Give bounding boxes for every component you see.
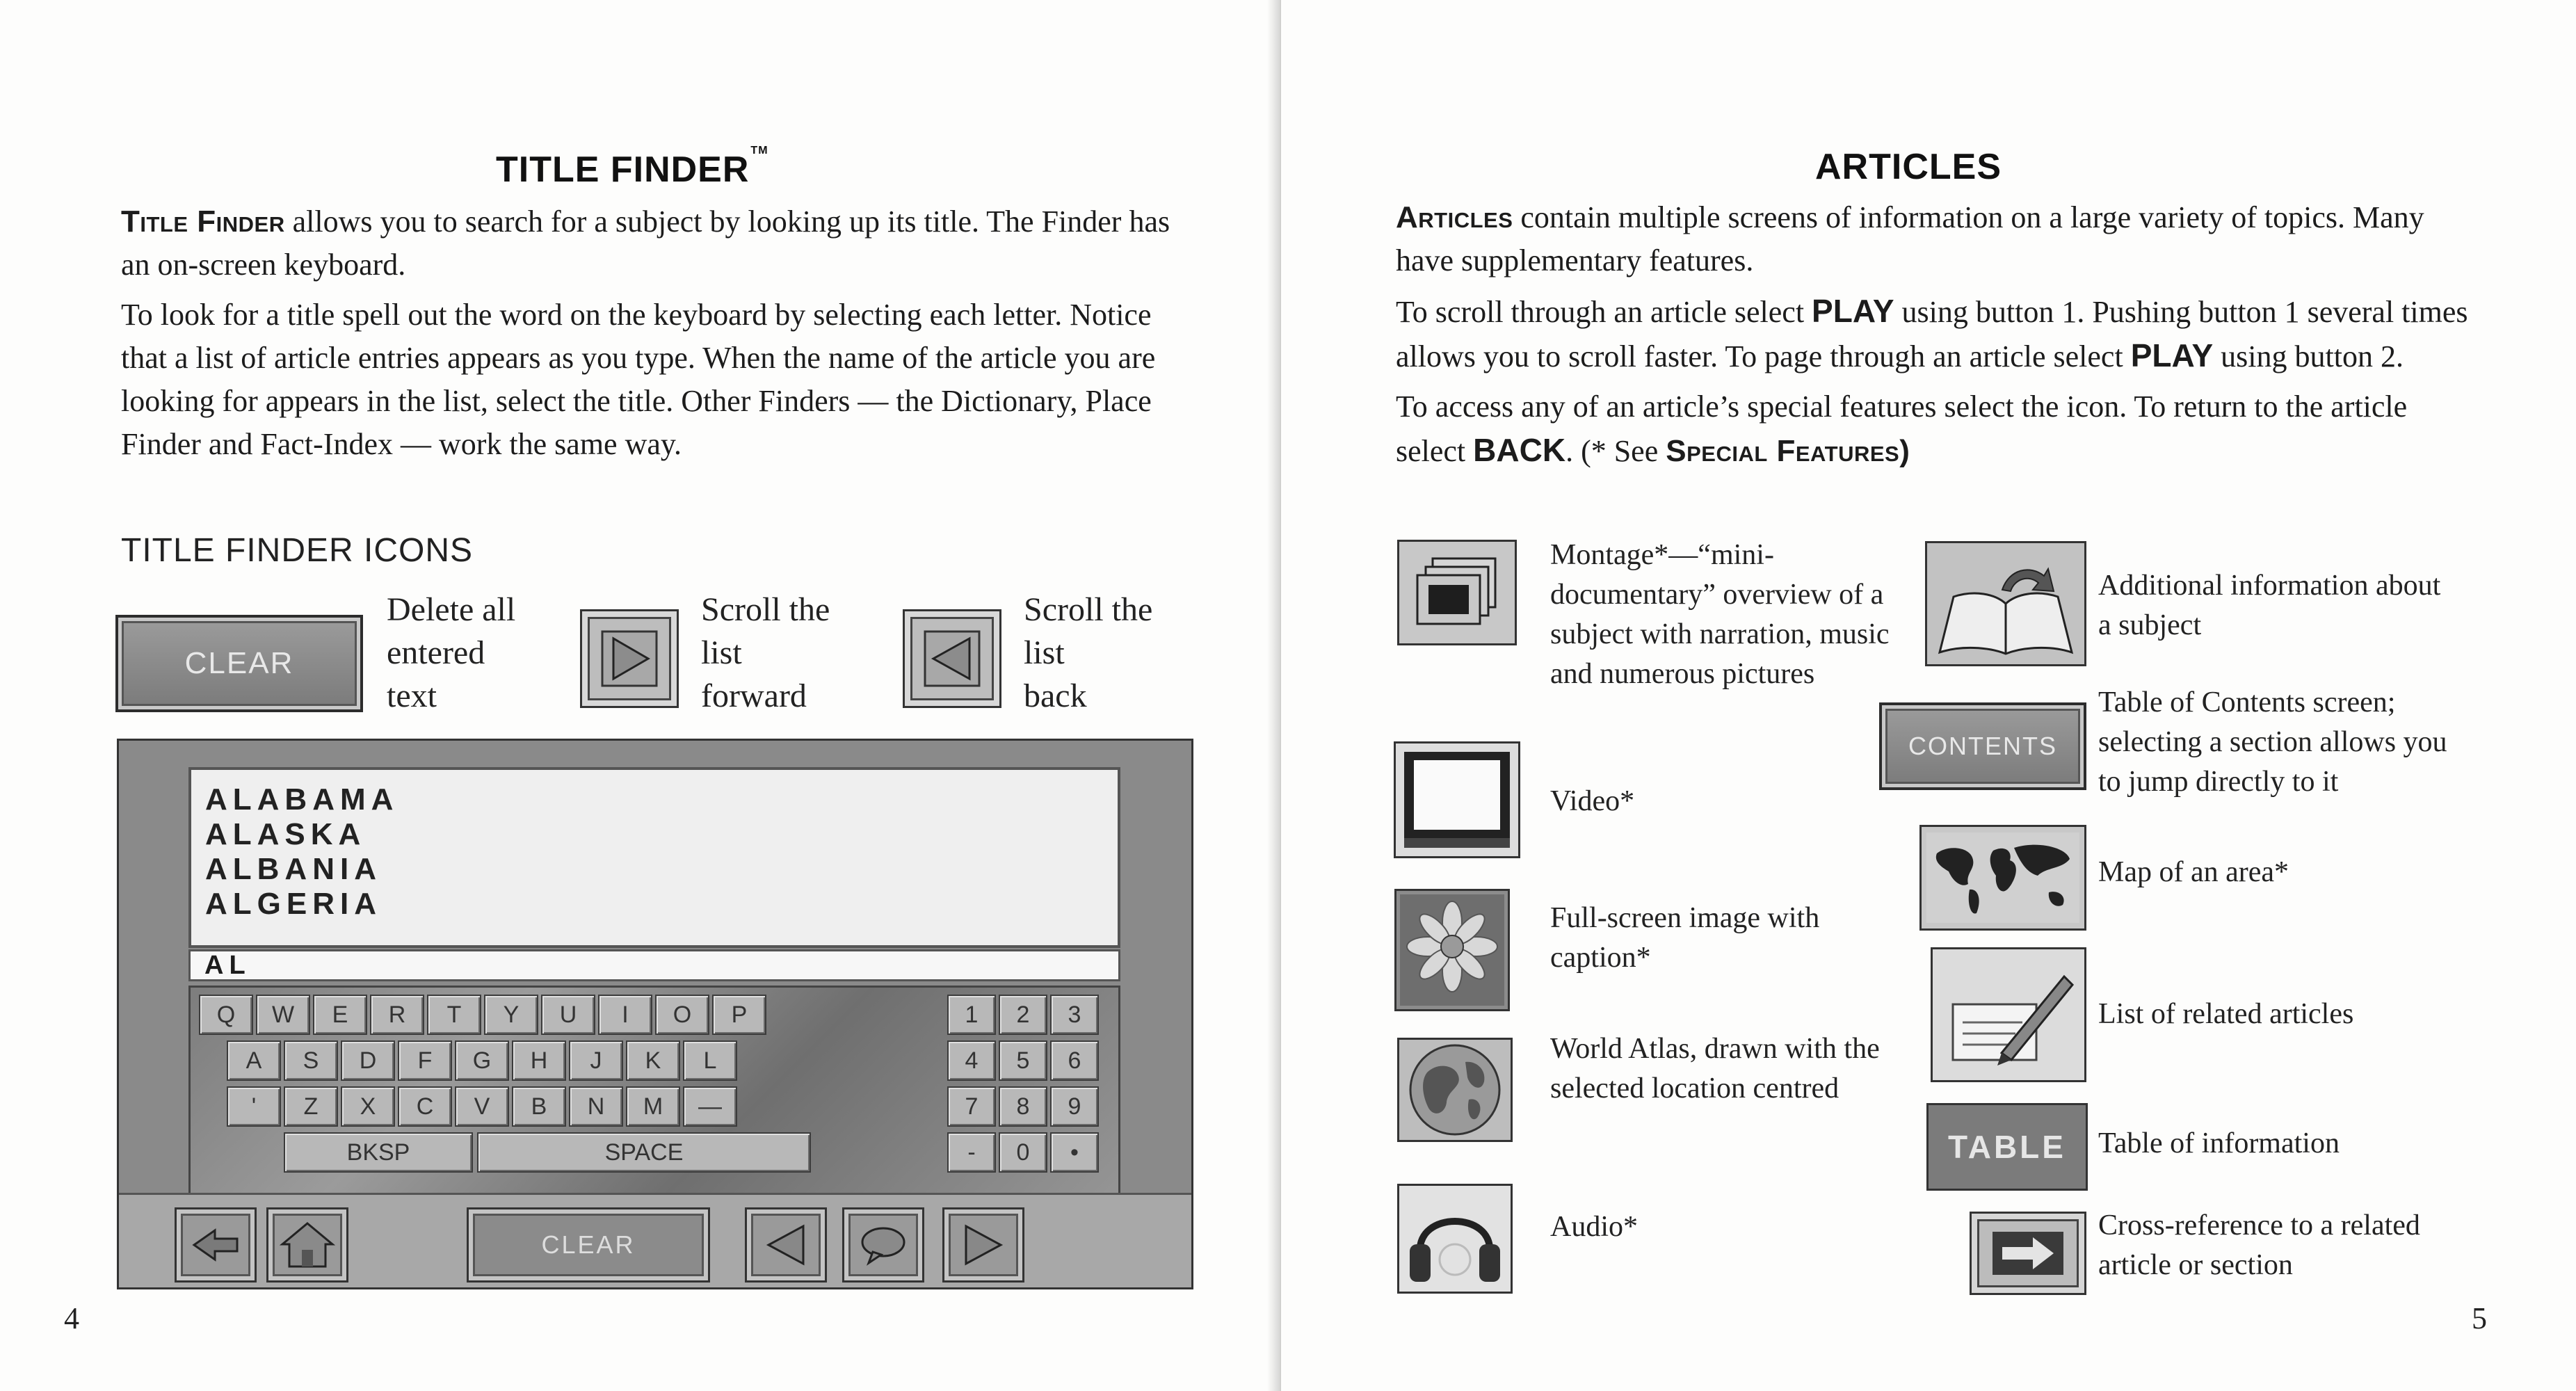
page-number-right: 5 xyxy=(2472,1301,2487,1335)
key-minus[interactable]: - xyxy=(947,1132,996,1173)
clear-description: Delete all entered text xyxy=(387,591,516,714)
scroll-back-icon[interactable] xyxy=(903,609,1001,708)
intro-paragraph-2: To look for a title spell out the word on the keyboard by selecting each letter. Notice that a list of article entries appears as you type. When the name of the article you are looking for appears in the list, select the title. Other Finders — the Dictionary, Place Finder and Fact-Index — work the same way. xyxy=(121,298,1156,461)
icons-subheading: TITLE FINDER ICONS xyxy=(121,532,474,569)
key-u[interactable]: U xyxy=(541,995,595,1035)
atlas-description: World Atlas, drawn with the selected location centred xyxy=(1550,1033,1880,1104)
key-8[interactable]: 8 xyxy=(999,1086,1047,1127)
home-icon[interactable] xyxy=(266,1207,348,1283)
key-x[interactable]: X xyxy=(341,1086,395,1127)
montage-description: Montage*—“mini-documentary” overview of a subject with narration, music and numerous pictures xyxy=(1550,539,1890,690)
left-page xyxy=(0,0,1281,1391)
headphones-icon[interactable] xyxy=(1397,1184,1513,1294)
list-item[interactable]: ALASKA xyxy=(205,817,367,851)
key-y[interactable]: Y xyxy=(484,995,538,1035)
key-d[interactable]: D xyxy=(341,1040,395,1081)
key-m[interactable]: M xyxy=(626,1086,680,1127)
intro-paragraph-1: Title Finder allows you to search for a subject by looking up its title. The Finder has an on-screen keyboard. xyxy=(121,204,1170,282)
finder-nav-bar xyxy=(119,1193,1193,1289)
video-icon[interactable] xyxy=(1394,741,1520,858)
key-6[interactable]: 6 xyxy=(1050,1040,1099,1081)
key-i[interactable]: I xyxy=(598,995,652,1035)
scroll-back-description: Scroll the list back xyxy=(1024,591,1153,714)
key-q[interactable]: Q xyxy=(199,995,253,1035)
lead-term: Title Finder xyxy=(121,204,285,239)
play-keyword: PLAY xyxy=(2130,337,2214,373)
scroll-forward-icon[interactable] xyxy=(580,609,679,708)
clear-button[interactable]: CLEAR xyxy=(115,615,363,712)
list-item[interactable]: ALBANIA xyxy=(205,852,382,886)
map-icon[interactable] xyxy=(1919,825,2086,931)
key-dot[interactable]: • xyxy=(1050,1132,1099,1173)
back-keyword: BACK xyxy=(1473,432,1566,468)
key-n[interactable]: N xyxy=(569,1086,623,1127)
key-apostrophe[interactable]: ' xyxy=(227,1086,281,1127)
key-c[interactable]: C xyxy=(398,1086,452,1127)
globe-icon[interactable] xyxy=(1397,1038,1513,1142)
contents-button[interactable]: CONTENTS xyxy=(1879,702,2086,790)
key-r[interactable]: R xyxy=(370,995,424,1035)
key-l[interactable]: L xyxy=(683,1040,737,1081)
list-item[interactable]: ALGERIA xyxy=(205,887,382,921)
cross-reference-arrow-icon[interactable] xyxy=(1970,1212,2086,1295)
articles-heading: ARTICLES xyxy=(1815,147,2002,187)
key-k[interactable]: K xyxy=(626,1040,680,1081)
key-7[interactable]: 7 xyxy=(947,1086,996,1127)
key-1[interactable]: 1 xyxy=(947,995,996,1035)
title-list xyxy=(188,767,1120,948)
key-0[interactable]: 0 xyxy=(999,1132,1047,1173)
key-space[interactable]: SPACE xyxy=(477,1132,811,1173)
key-3[interactable]: 3 xyxy=(1050,995,1099,1035)
nav-scroll-forward-icon[interactable] xyxy=(942,1207,1024,1283)
image-description: Full-screen image with caption* xyxy=(1550,902,1820,974)
nav-clear-button[interactable]: CLEAR xyxy=(467,1207,710,1283)
key-s[interactable]: S xyxy=(284,1040,338,1081)
key-e[interactable]: E xyxy=(313,995,367,1035)
key-v[interactable]: V xyxy=(455,1086,509,1127)
key-h[interactable]: H xyxy=(512,1040,566,1081)
key-g[interactable]: G xyxy=(455,1040,509,1081)
key-j[interactable]: J xyxy=(569,1040,623,1081)
lead-term: Articles xyxy=(1396,200,1513,234)
audio-description: Audio* xyxy=(1550,1211,1638,1243)
video-description: Video* xyxy=(1550,785,1635,817)
articles-paragraph-2: To scroll through an article select PLAY using button 1. Pushing button 1 several times allows you to scroll faster. To page through an article select PLAY using button 2. xyxy=(1396,293,2468,373)
montage-icon[interactable] xyxy=(1397,540,1517,645)
speech-bubble-icon[interactable] xyxy=(842,1207,924,1283)
image-icon[interactable] xyxy=(1394,889,1510,1011)
key-backspace[interactable]: BKSP xyxy=(284,1132,473,1173)
special-features-reference: Special Features xyxy=(1666,434,1900,468)
list-item[interactable]: ALABAMA xyxy=(205,782,399,817)
page-number-left: 4 xyxy=(64,1301,79,1335)
related-articles-description: List of related articles xyxy=(2098,998,2354,1030)
right-page xyxy=(1281,0,2576,1391)
back-arrow-icon[interactable] xyxy=(175,1207,257,1283)
contents-description: Table of Contents screen; selecting a section allows you to jump directly to it xyxy=(2098,686,2447,798)
key-b[interactable]: B xyxy=(512,1086,566,1127)
key-4[interactable]: 4 xyxy=(947,1040,996,1081)
key-w[interactable]: W xyxy=(256,995,310,1035)
additional-info-description: Additional information about a subject xyxy=(2098,570,2441,641)
key-p[interactable]: P xyxy=(712,995,766,1035)
title-finder-heading: TITLE FINDER ™ xyxy=(496,145,768,190)
key-5[interactable]: 5 xyxy=(999,1040,1047,1081)
cross-reference-description: Cross-reference to a related article or section xyxy=(2098,1209,2420,1281)
book-icon[interactable] xyxy=(1925,541,2086,666)
pencil-icon[interactable] xyxy=(1931,947,2086,1082)
key-9[interactable]: 9 xyxy=(1050,1086,1099,1127)
map-description: Map of an area* xyxy=(2098,856,2289,888)
play-keyword: PLAY xyxy=(1812,293,1894,329)
scroll-forward-description: Scroll the list forward xyxy=(701,591,830,714)
title-finder-intro xyxy=(121,200,1192,473)
key-2[interactable]: 2 xyxy=(999,995,1047,1035)
key-dash[interactable]: — xyxy=(683,1086,737,1127)
title-finder-screenshot xyxy=(117,739,1193,1289)
table-description: Table of information xyxy=(2098,1127,2340,1159)
key-a[interactable]: A xyxy=(227,1040,281,1081)
articles-paragraph-3: To access any of an article’s special features select the icon. To return to the article select BACK. (* See Special Features) xyxy=(1396,389,2408,468)
nav-scroll-back-icon[interactable] xyxy=(745,1207,827,1283)
articles-intro xyxy=(1396,196,2481,480)
on-screen-keyboard xyxy=(188,986,1120,1198)
key-t[interactable]: T xyxy=(427,995,481,1035)
search-entry-field[interactable]: AL xyxy=(188,949,1120,981)
table-icon[interactable]: TABLE xyxy=(1926,1103,2088,1191)
articles-paragraph-1: Articles contain multiple screens of information on a large variety of topics. Many have supplementary features. xyxy=(1396,200,2424,278)
key-f[interactable]: F xyxy=(398,1040,452,1081)
key-o[interactable]: O xyxy=(655,995,709,1035)
key-z[interactable]: Z xyxy=(284,1086,338,1127)
